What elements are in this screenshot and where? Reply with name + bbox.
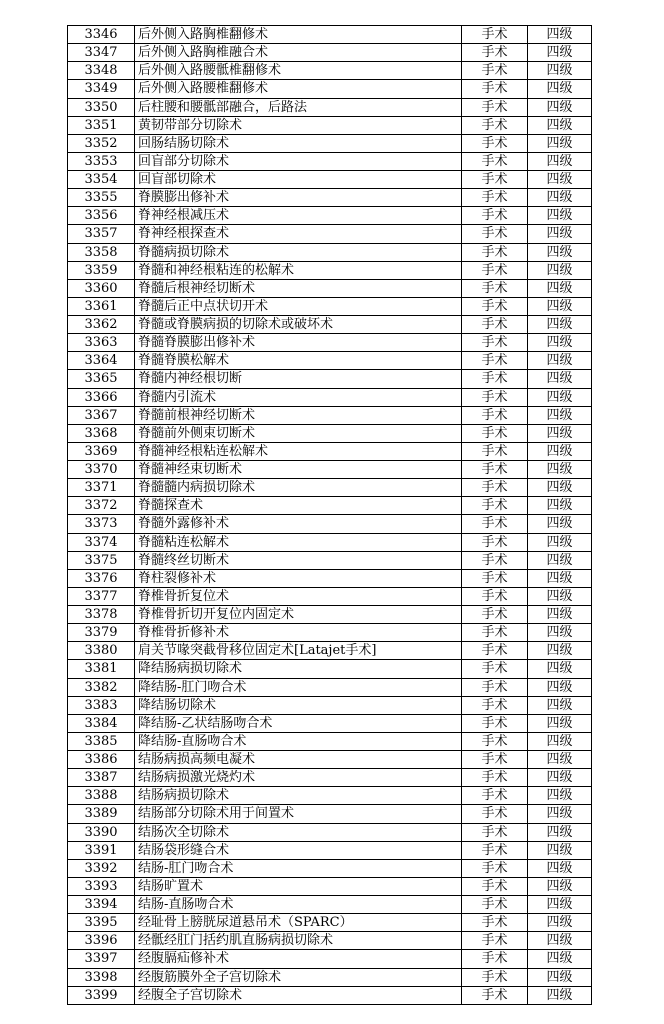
- procedure-type: 手术: [462, 823, 528, 841]
- row-number: 3397: [68, 950, 135, 968]
- table-row: [68, 533, 592, 551]
- procedure-type: 手术: [462, 859, 528, 877]
- procedure-name: 黄韧带部分切除术: [135, 116, 462, 134]
- procedure-type: 手术: [462, 461, 528, 479]
- table-row: [68, 134, 592, 152]
- procedure-level: 四级: [528, 26, 592, 44]
- procedure-level: 四级: [528, 751, 592, 769]
- row-number: 3392: [68, 859, 135, 877]
- table-row: [68, 877, 592, 895]
- row-number: 3369: [68, 442, 135, 460]
- procedure-level: 四级: [528, 388, 592, 406]
- procedure-level: 四级: [528, 823, 592, 841]
- procedure-name: 脊髓病损切除术: [135, 243, 462, 261]
- procedure-name: 后柱腰和腰骶部融合，后路法: [135, 98, 462, 116]
- procedure-name: 降结肠切除术: [135, 696, 462, 714]
- procedure-name: 脊髓内引流术: [135, 388, 462, 406]
- table-row: [68, 678, 592, 696]
- row-number: 3353: [68, 152, 135, 170]
- procedure-name: 脊膜膨出修补术: [135, 189, 462, 207]
- procedure-type: 手术: [462, 370, 528, 388]
- procedure-type: 手术: [462, 134, 528, 152]
- table-row: [68, 424, 592, 442]
- procedure-type: 手术: [462, 80, 528, 98]
- procedure-name: 后外侧入路腰椎翻修术: [135, 80, 462, 98]
- row-number: 3371: [68, 479, 135, 497]
- table-row: [68, 98, 592, 116]
- procedure-name: 经腹筋膜外全子宫切除术: [135, 968, 462, 986]
- table-row: [68, 225, 592, 243]
- table-row: [68, 914, 592, 932]
- table-row: [68, 859, 592, 877]
- row-number: 3363: [68, 334, 135, 352]
- procedure-level: 四级: [528, 515, 592, 533]
- procedure-name: 脊髓脊膜膨出修补术: [135, 334, 462, 352]
- procedure-level: 四级: [528, 587, 592, 605]
- row-number: 3361: [68, 297, 135, 315]
- table-row: [68, 968, 592, 986]
- row-number: 3367: [68, 406, 135, 424]
- procedure-type: 手术: [462, 533, 528, 551]
- procedure-name: 结肠袋形缝合术: [135, 841, 462, 859]
- row-number: 3398: [68, 968, 135, 986]
- procedure-level: 四级: [528, 606, 592, 624]
- procedure-name: 脊髓前外侧束切断术: [135, 424, 462, 442]
- procedure-level: 四级: [528, 696, 592, 714]
- row-number: 3357: [68, 225, 135, 243]
- procedure-level: 四级: [528, 859, 592, 877]
- row-number: 3382: [68, 678, 135, 696]
- procedure-name: 结肠部分切除术用于间置术: [135, 805, 462, 823]
- procedure-type: 手术: [462, 515, 528, 533]
- procedure-level: 四级: [528, 80, 592, 98]
- procedure-type: 手术: [462, 732, 528, 750]
- row-number: 3387: [68, 769, 135, 787]
- procedure-level: 四级: [528, 551, 592, 569]
- procedure-name: 降结肠-乙状结肠吻合术: [135, 714, 462, 732]
- row-number: 3395: [68, 914, 135, 932]
- procedure-type: 手术: [462, 62, 528, 80]
- table-row: [68, 316, 592, 334]
- procedure-level: 四级: [528, 406, 592, 424]
- procedure-name: 脊椎骨折切开复位内固定术: [135, 606, 462, 624]
- procedure-level: 四级: [528, 678, 592, 696]
- procedure-level: 四级: [528, 44, 592, 62]
- table-row: [68, 787, 592, 805]
- procedure-name: 脊髓后根神经切断术: [135, 279, 462, 297]
- table-row: [68, 279, 592, 297]
- procedure-name: 后外侧入路胸椎翻修术: [135, 26, 462, 44]
- table-row: [68, 823, 592, 841]
- row-number: 3396: [68, 932, 135, 950]
- table-body: [68, 26, 592, 1005]
- table-row: [68, 714, 592, 732]
- procedure-type: 手术: [462, 624, 528, 642]
- table-row: [68, 171, 592, 189]
- procedure-name: 结肠-直肠吻合术: [135, 896, 462, 914]
- table-row: [68, 44, 592, 62]
- procedure-type: 手术: [462, 479, 528, 497]
- procedure-name: 后外侧入路胸椎融合术: [135, 44, 462, 62]
- procedure-level: 四级: [528, 877, 592, 895]
- procedure-type: 手术: [462, 606, 528, 624]
- procedure-level: 四级: [528, 297, 592, 315]
- procedure-type: 手术: [462, 189, 528, 207]
- procedure-level: 四级: [528, 189, 592, 207]
- table-row: [68, 80, 592, 98]
- procedure-type: 手术: [462, 352, 528, 370]
- procedure-level: 四级: [528, 116, 592, 134]
- row-number: 3384: [68, 714, 135, 732]
- table-row: [68, 461, 592, 479]
- table-row: [68, 297, 592, 315]
- procedure-level: 四级: [528, 279, 592, 297]
- table-row: [68, 896, 592, 914]
- row-number: 3378: [68, 606, 135, 624]
- row-number: 3365: [68, 370, 135, 388]
- procedure-name: 结肠次全切除术: [135, 823, 462, 841]
- procedure-name: 结肠病损激光烧灼术: [135, 769, 462, 787]
- procedure-type: 手术: [462, 877, 528, 895]
- procedure-type: 手术: [462, 44, 528, 62]
- table-row: [68, 62, 592, 80]
- procedure-name: 经腹全子宫切除术: [135, 986, 462, 1004]
- procedure-level: 四级: [528, 533, 592, 551]
- procedure-type: 手术: [462, 225, 528, 243]
- procedure-type: 手术: [462, 950, 528, 968]
- procedure-level: 四级: [528, 986, 592, 1004]
- procedure-type: 手术: [462, 424, 528, 442]
- table-row: [68, 334, 592, 352]
- procedure-level: 四级: [528, 479, 592, 497]
- procedure-level: 四级: [528, 732, 592, 750]
- procedure-type: 手术: [462, 769, 528, 787]
- row-number: 3393: [68, 877, 135, 895]
- table-row: [68, 515, 592, 533]
- procedure-level: 四级: [528, 805, 592, 823]
- procedure-level: 四级: [528, 243, 592, 261]
- procedure-name: 结肠-肛门吻合术: [135, 859, 462, 877]
- table-row: [68, 642, 592, 660]
- procedure-type: 手术: [462, 497, 528, 515]
- procedure-level: 四级: [528, 497, 592, 515]
- procedure-name: 脊髓脊膜松解术: [135, 352, 462, 370]
- procedure-name: 结肠病损切除术: [135, 787, 462, 805]
- table-row: [68, 406, 592, 424]
- procedure-type: 手术: [462, 26, 528, 44]
- table-row: [68, 769, 592, 787]
- row-number: 3383: [68, 696, 135, 714]
- row-number: 3399: [68, 986, 135, 1004]
- procedure-name: 脊髓神经束切断术: [135, 461, 462, 479]
- row-number: 3349: [68, 80, 135, 98]
- row-number: 3359: [68, 261, 135, 279]
- procedure-level: 四级: [528, 569, 592, 587]
- procedure-level: 四级: [528, 134, 592, 152]
- table-row: [68, 569, 592, 587]
- table-row: [68, 189, 592, 207]
- procedure-name: 脊髓内神经根切断: [135, 370, 462, 388]
- procedure-level: 四级: [528, 334, 592, 352]
- procedure-type: 手术: [462, 442, 528, 460]
- table-row: [68, 805, 592, 823]
- procedure-name: 脊髓前根神经切断术: [135, 406, 462, 424]
- row-number: 3373: [68, 515, 135, 533]
- procedure-name: 回肠结肠切除术: [135, 134, 462, 152]
- procedure-name: 脊神经根探查术: [135, 225, 462, 243]
- procedure-name: 脊髓终丝切断术: [135, 551, 462, 569]
- procedure-level: 四级: [528, 424, 592, 442]
- procedure-level: 四级: [528, 461, 592, 479]
- row-number: 3385: [68, 732, 135, 750]
- procedure-level: 四级: [528, 152, 592, 170]
- procedure-type: 手术: [462, 751, 528, 769]
- row-number: 3351: [68, 116, 135, 134]
- procedure-level: 四级: [528, 624, 592, 642]
- procedure-type: 手术: [462, 243, 528, 261]
- procedure-name: 经腹膈疝修补术: [135, 950, 462, 968]
- procedure-name: 脊神经根减压术: [135, 207, 462, 225]
- procedure-level: 四级: [528, 769, 592, 787]
- procedure-level: 四级: [528, 932, 592, 950]
- procedure-name: 脊髓和神经根粘连的松解术: [135, 261, 462, 279]
- table-row: [68, 116, 592, 134]
- procedure-name: 脊柱裂修补术: [135, 569, 462, 587]
- procedure-name: 回盲部切除术: [135, 171, 462, 189]
- procedure-name: 结肠病损高频电凝术: [135, 751, 462, 769]
- procedure-type: 手术: [462, 896, 528, 914]
- procedure-type: 手术: [462, 805, 528, 823]
- procedure-name: 降结肠-直肠吻合术: [135, 732, 462, 750]
- row-number: 3354: [68, 171, 135, 189]
- row-number: 3377: [68, 587, 135, 605]
- procedure-type: 手术: [462, 316, 528, 334]
- row-number: 3362: [68, 316, 135, 334]
- table-row: [68, 696, 592, 714]
- procedure-type: 手术: [462, 261, 528, 279]
- procedure-type: 手术: [462, 841, 528, 859]
- procedure-name: 脊椎骨折修补术: [135, 624, 462, 642]
- procedure-level: 四级: [528, 225, 592, 243]
- procedure-type: 手术: [462, 171, 528, 189]
- table-row: [68, 388, 592, 406]
- procedure-name: 脊髓髓内病损切除术: [135, 479, 462, 497]
- table-row: [68, 624, 592, 642]
- row-number: 3356: [68, 207, 135, 225]
- procedure-type: 手术: [462, 207, 528, 225]
- table-row: [68, 479, 592, 497]
- procedure-name: 脊髓或脊膜病损的切除术或破坏术: [135, 316, 462, 334]
- row-number: 3372: [68, 497, 135, 515]
- table-row: [68, 751, 592, 769]
- table-row: [68, 950, 592, 968]
- procedure-name: 结肠旷置术: [135, 877, 462, 895]
- table-row: [68, 352, 592, 370]
- procedure-type: 手术: [462, 986, 528, 1004]
- procedure-name: 回盲部分切除术: [135, 152, 462, 170]
- table-row: [68, 551, 592, 569]
- row-number: 3364: [68, 352, 135, 370]
- row-number: 3368: [68, 424, 135, 442]
- table-row: [68, 261, 592, 279]
- table-row: [68, 841, 592, 859]
- procedure-name: 降结肠病损切除术: [135, 660, 462, 678]
- row-number: 3386: [68, 751, 135, 769]
- procedure-name: 降结肠-肛门吻合术: [135, 678, 462, 696]
- procedure-level: 四级: [528, 896, 592, 914]
- row-number: 3379: [68, 624, 135, 642]
- procedure-type: 手术: [462, 714, 528, 732]
- row-number: 3358: [68, 243, 135, 261]
- table-row: [68, 497, 592, 515]
- row-number: 3374: [68, 533, 135, 551]
- procedure-level: 四级: [528, 352, 592, 370]
- procedure-name: 后外侧入路腰骶椎翻修术: [135, 62, 462, 80]
- table-row: [68, 207, 592, 225]
- procedure-table: [67, 25, 592, 1005]
- table-row: [68, 152, 592, 170]
- table-row: [68, 587, 592, 605]
- procedure-type: 手术: [462, 551, 528, 569]
- row-number: 3347: [68, 44, 135, 62]
- procedure-level: 四级: [528, 787, 592, 805]
- procedure-type: 手术: [462, 297, 528, 315]
- row-number: 3366: [68, 388, 135, 406]
- procedure-level: 四级: [528, 316, 592, 334]
- procedure-level: 四级: [528, 261, 592, 279]
- procedure-level: 四级: [528, 968, 592, 986]
- table-row: [68, 370, 592, 388]
- procedure-type: 手术: [462, 587, 528, 605]
- row-number: 3350: [68, 98, 135, 116]
- table-row: [68, 243, 592, 261]
- row-number: 3394: [68, 896, 135, 914]
- procedure-type: 手术: [462, 696, 528, 714]
- procedure-level: 四级: [528, 207, 592, 225]
- procedure-name: 脊髓外露修补术: [135, 515, 462, 533]
- procedure-level: 四级: [528, 950, 592, 968]
- procedure-type: 手术: [462, 116, 528, 134]
- procedure-level: 四级: [528, 62, 592, 80]
- procedure-level: 四级: [528, 370, 592, 388]
- procedure-type: 手术: [462, 279, 528, 297]
- table-row: [68, 606, 592, 624]
- procedure-name: 经骶经肛门括约肌直肠病损切除术: [135, 932, 462, 950]
- procedure-name: 脊髓粘连松解术: [135, 533, 462, 551]
- row-number: 3389: [68, 805, 135, 823]
- procedure-type: 手术: [462, 932, 528, 950]
- procedure-type: 手术: [462, 787, 528, 805]
- procedure-type: 手术: [462, 914, 528, 932]
- procedure-level: 四级: [528, 660, 592, 678]
- procedure-type: 手术: [462, 388, 528, 406]
- procedure-name: 经耻骨上膀胱尿道悬吊术（SPARC）: [135, 914, 462, 932]
- row-number: 3360: [68, 279, 135, 297]
- table-row: [68, 660, 592, 678]
- procedure-name: 脊髓后正中点状切开术: [135, 297, 462, 315]
- procedure-level: 四级: [528, 841, 592, 859]
- row-number: 3381: [68, 660, 135, 678]
- table-row: [68, 732, 592, 750]
- procedure-type: 手术: [462, 642, 528, 660]
- row-number: 3370: [68, 461, 135, 479]
- row-number: 3390: [68, 823, 135, 841]
- row-number: 3348: [68, 62, 135, 80]
- procedure-name: 肩关节喙突截骨移位固定术[Latajet手术]: [135, 642, 462, 660]
- procedure-type: 手术: [462, 152, 528, 170]
- procedure-level: 四级: [528, 714, 592, 732]
- procedure-type: 手术: [462, 406, 528, 424]
- procedure-level: 四级: [528, 642, 592, 660]
- row-number: 3391: [68, 841, 135, 859]
- procedure-name: 脊椎骨折复位术: [135, 587, 462, 605]
- table-row: [68, 986, 592, 1004]
- row-number: 3375: [68, 551, 135, 569]
- row-number: 3352: [68, 134, 135, 152]
- procedure-type: 手术: [462, 98, 528, 116]
- procedure-type: 手术: [462, 678, 528, 696]
- procedure-type: 手术: [462, 968, 528, 986]
- procedure-name: 脊髓神经根粘连松解术: [135, 442, 462, 460]
- procedure-level: 四级: [528, 98, 592, 116]
- row-number: 3388: [68, 787, 135, 805]
- procedure-type: 手术: [462, 569, 528, 587]
- row-number: 3355: [68, 189, 135, 207]
- table-row: [68, 26, 592, 44]
- procedure-type: 手术: [462, 334, 528, 352]
- row-number: 3346: [68, 26, 135, 44]
- procedure-level: 四级: [528, 914, 592, 932]
- procedure-level: 四级: [528, 442, 592, 460]
- table-row: [68, 442, 592, 460]
- row-number: 3376: [68, 569, 135, 587]
- procedure-name: 脊髓探查术: [135, 497, 462, 515]
- procedure-type: 手术: [462, 660, 528, 678]
- table-row: [68, 932, 592, 950]
- procedure-level: 四级: [528, 171, 592, 189]
- row-number: 3380: [68, 642, 135, 660]
